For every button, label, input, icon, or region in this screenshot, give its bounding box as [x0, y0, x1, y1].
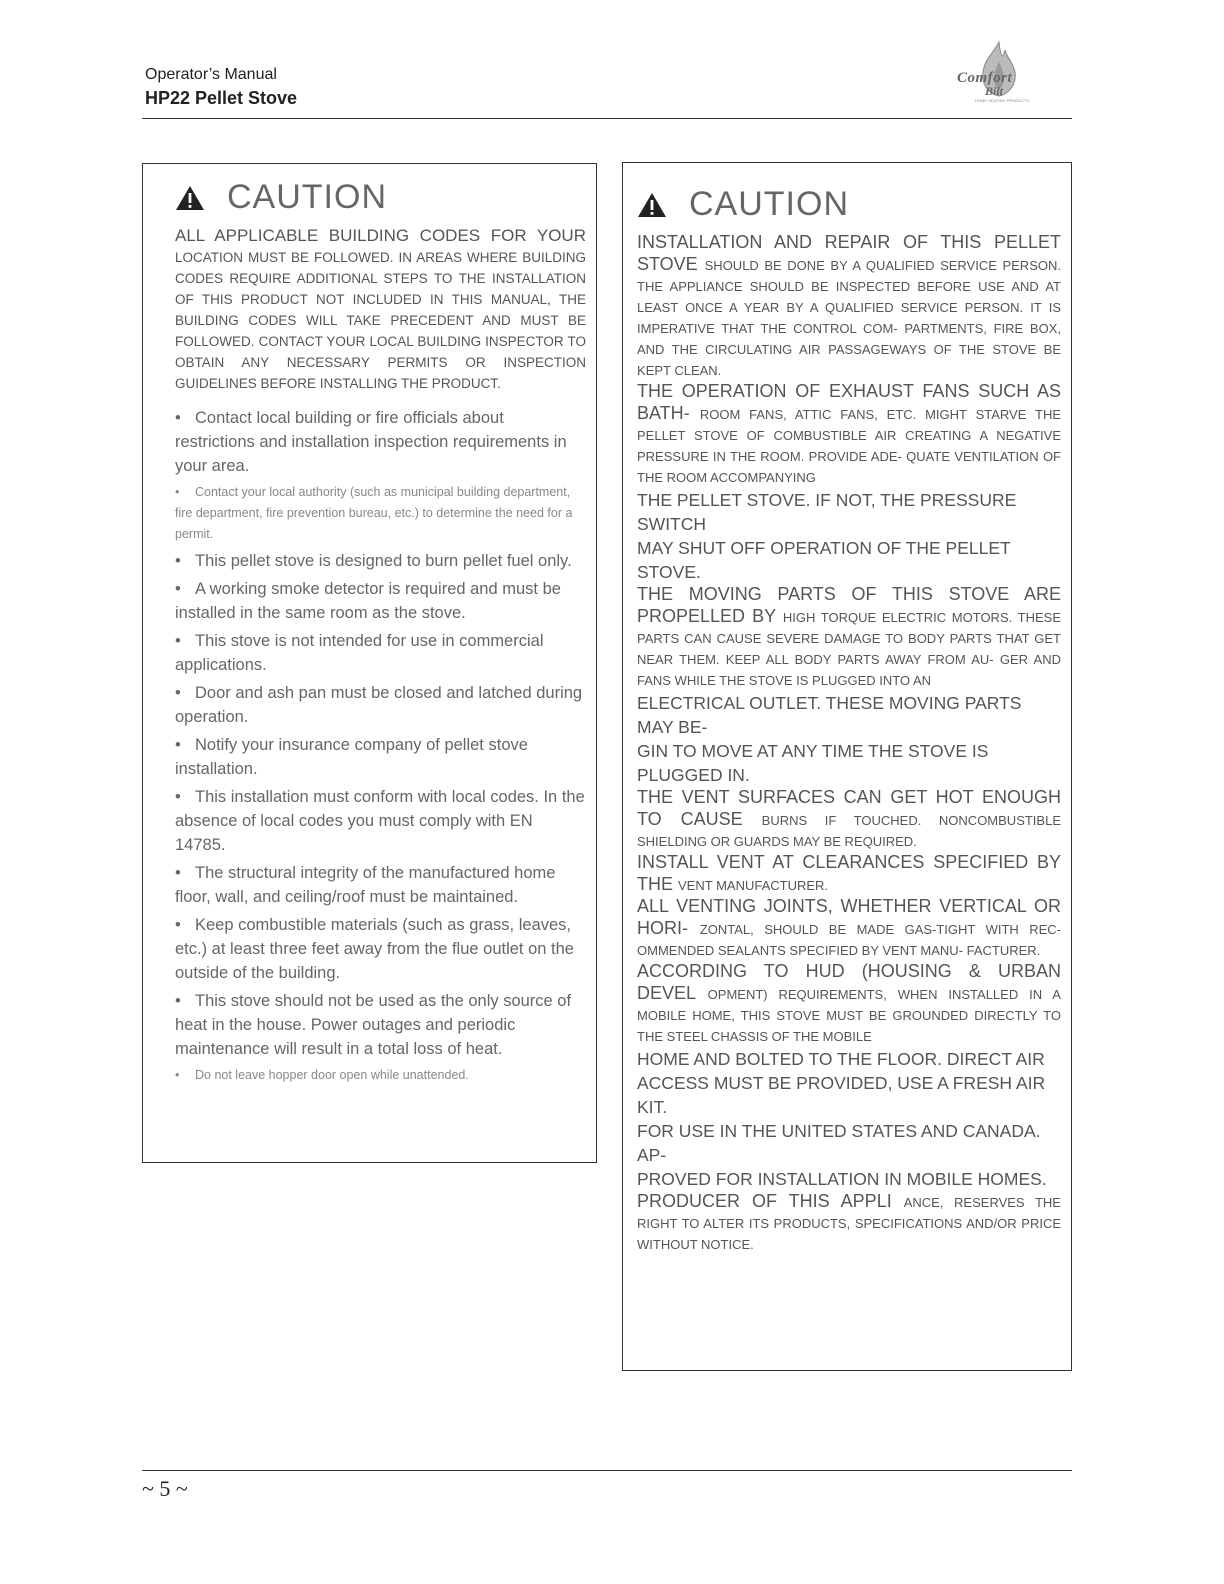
safety-bullet-item: [175, 861, 586, 909]
bullet-dot-icon: •: [175, 580, 181, 598]
paragraph-text: ROOM FANS, ATTIC FANS, ETC. MIGHT STARVE THE PELLET STOVE OF COMBUSTIBLE AIR CREATING A NEGATIVE PRESSURE IN THE ROOM. PROVIDE ADE- QUATE VENTILATION OF THE ROOM ACCOMPANYING: [637, 407, 1061, 485]
bullet-dot-icon: •: [175, 788, 181, 806]
caution-paragraph: [637, 739, 1061, 787]
paragraph-text: HIGH TORQUE ELECTRIC MOTORS. THESE PARTS CAN CAUSE SEVERE DAMAGE TO BODY PARTS THAT GET NEAR THEM. KEEP ALL BODY PARTS AWAY FROM AU- GER AND FANS WHILE THE STOVE IS PLUGGED INTO AN: [637, 610, 1062, 688]
bullet-text: Contact your local authority (such as municipal building department, fire department, fire prevention bureau, etc.) to determine the need for a permit.: [175, 485, 573, 541]
bullet-dot-icon: •: [175, 1068, 180, 1082]
caution-paragraphs: [637, 232, 1061, 1255]
safety-bullet-list: [175, 406, 586, 1086]
bullet-text: A working smoke detector is required and must be installed in the same room as the stove.: [175, 580, 561, 622]
caution-paragraph: [637, 381, 1061, 488]
bullet-dot-icon: •: [175, 684, 181, 702]
bullet-dot-icon: •: [175, 992, 181, 1010]
paragraph-text: ELECTRICAL OUTLET. THESE MOVING PARTS MAY BE-: [637, 693, 1022, 737]
building-codes-notice: [175, 225, 586, 394]
caution-paragraph: [637, 961, 1061, 1047]
caution-paragraph: [637, 896, 1061, 961]
safety-bullet-item: [175, 629, 586, 677]
paragraph-lead: INSTALL VENT AT CLEARANCES SPECIFIED BY THE: [637, 852, 1061, 894]
safety-bullet-item: [175, 577, 586, 625]
document-header: [145, 66, 297, 109]
bullet-text: This stove should not be used as the only source of heat in the house. Power outages and periodic maintenance will result in a total loss of heat.: [175, 992, 572, 1058]
bullet-text: This stove is not intended for use in commercial applications.: [175, 632, 544, 674]
header-divider: [142, 118, 1072, 119]
bullet-text: Keep combustible materials (such as grass, leaves, etc.) at least three feet away from the flue outlet on the outside of the building.: [175, 916, 574, 982]
warning-triangle-icon: [175, 185, 205, 211]
paragraph-lead: INSTALLATION AND REPAIR OF THIS PELLET STOVE: [637, 232, 1061, 274]
logo-wordmark-2: Bilt: [985, 84, 1004, 98]
caution-paragraph: [637, 536, 1061, 584]
caution-paragraph: [637, 691, 1061, 739]
paragraph-text: THE PELLET STOVE. IF NOT, THE PRESSURE SWITCH: [637, 490, 1017, 534]
safety-bullet-item: [175, 482, 586, 545]
caution-paragraph: [637, 232, 1061, 381]
paragraph-lead: ACCORDING TO HUD (HOUSING & URBAN DEVEL: [637, 961, 1061, 1003]
caution-paragraph: [637, 1047, 1061, 1119]
caution-title: CAUTION: [227, 178, 387, 216]
bullet-text: Notify your insurance company of pellet stove installation.: [175, 736, 528, 778]
paragraph-lead: ALL VENTING JOINTS, WHETHER VERTICAL OR HORI-: [637, 896, 1061, 938]
safety-bullet-item: [175, 733, 586, 781]
caution-paragraph: [637, 584, 1061, 691]
notice-body: LOCATION MUST BE FOLLOWED. IN AREAS WHERE BUILDING CODES REQUIRE ADDITIONAL STEPS TO THE INSTALLATION OF THIS PRODUCT NOT INCLUDED IN THIS MANUAL, THE BUILDING CODES WILL TAKE PRECEDENT AND MUST BE FOLLOWED. CONTACT YOUR LOCAL BUILDING INSPECTOR TO OBTAIN ANY NECESSARY PERMITS OR INSPECTION GUIDELINES BEFORE INSTALLING THE PRODUCT.: [175, 250, 586, 391]
caution-paragraph: [637, 852, 1061, 896]
safety-bullet-item: [175, 549, 586, 573]
caution-heading: [175, 178, 586, 217]
bullet-text: This installation must conform with local codes. In the absence of local codes you must comply with EN 14785.: [175, 788, 585, 854]
paragraph-text: SHOULD BE DONE BY A QUALIFIED SERVICE PERSON. THE APPLIANCE SHOULD BE INSPECTED BEFORE USE AND AT LEAST ONCE A YEAR BY A QUALIFIED SERVICE PERSON. IT IS IMPERATIVE THAT THE CONTROL COM- PARTMENTS, FIRE BOX, AND THE CIRCULATING AIR PASSAGEWAYS OF THE STOVE BE KEPT CLEAN.: [637, 258, 1061, 378]
safety-bullet-item: [175, 406, 586, 478]
safety-bullet-item: [175, 785, 586, 857]
bullet-text: Do not leave hopper door open while unattended.: [195, 1068, 469, 1082]
paragraph-lead: THE OPERATION OF EXHAUST FANS SUCH AS BATH-: [637, 381, 1061, 423]
caution-paragraph: [637, 1191, 1061, 1255]
bullet-text: Door and ash pan must be closed and latched during operation.: [175, 684, 583, 726]
bullet-dot-icon: •: [175, 485, 180, 499]
safety-bullet-item: [175, 1065, 586, 1086]
bullet-text: Contact local building or fire officials about restrictions and installation inspection requirements in your area.: [175, 409, 567, 475]
manual-label: Operator’s Manual: [145, 66, 277, 83]
bullet-dot-icon: •: [175, 552, 181, 570]
caution-paragraph: [637, 488, 1061, 536]
paragraph-text: MAY SHUT OFF OPERATION OF THE PELLET STOVE.: [637, 538, 1011, 582]
bullet-dot-icon: •: [175, 736, 181, 754]
bullet-text: This pellet stove is designed to burn pellet fuel only.: [195, 552, 572, 570]
bullet-dot-icon: •: [175, 409, 181, 427]
paragraph-text: ZONTAL, SHOULD BE MADE GAS-TIGHT WITH REC- OMMENDED SEALANTS SPECIFIED BY VENT MANU- FACTURER.: [637, 922, 1061, 958]
caution-title: CAUTION: [689, 185, 849, 223]
bullet-dot-icon: •: [175, 916, 181, 934]
bullet-dot-icon: •: [175, 864, 181, 882]
caution-paragraph: [637, 1119, 1061, 1167]
safety-bullet-item: [175, 681, 586, 729]
footer-divider: [142, 1470, 1072, 1471]
paragraph-lead: THE MOVING PARTS OF THIS STOVE ARE PROPELLED BY: [637, 584, 1061, 626]
safety-bullet-item: [175, 913, 586, 985]
paragraph-text: FOR USE IN THE UNITED STATES AND CANADA. AP-: [637, 1121, 1041, 1165]
caution-heading: [637, 185, 1061, 224]
bullet-text: The structural integrity of the manufactured home floor, wall, and ceiling/roof must be maintained.: [175, 864, 556, 906]
paragraph-text: ANCE, RESERVES THE RIGHT TO ALTER ITS PRODUCTS, SPECIFICATIONS AND/OR PRICE WITHOUT NOTICE.: [637, 1195, 1061, 1252]
caution-paragraph: [637, 787, 1061, 852]
caution-box-left: [142, 163, 597, 1163]
warning-triangle-icon: [637, 192, 667, 218]
caution-box-right: [622, 162, 1072, 1371]
paragraph-text: PROVED FOR INSTALLATION IN MOBILE HOMES.: [637, 1169, 1047, 1189]
bullet-dot-icon: •: [175, 632, 181, 650]
notice-lead: ALL APPLICABLE BUILDING CODES FOR YOUR: [175, 226, 586, 245]
paragraph-lead: PRODUCER OF THIS APPLI: [637, 1191, 904, 1211]
paragraph-text: GIN TO MOVE AT ANY TIME THE STOVE IS PLUGGED IN.: [637, 741, 989, 785]
page-number: ~ 5 ~: [142, 1476, 188, 1501]
logo-wordmark: Comfort: [957, 70, 1013, 86]
caution-paragraph: [637, 1167, 1061, 1191]
paragraph-text: BURNS IF TOUCHED. NONCOMBUSTIBLE SHIELDING OR GUARDS MAY BE REQUIRED.: [637, 813, 1061, 849]
product-title: HP22 Pellet Stove: [145, 88, 298, 108]
safety-bullet-item: [175, 989, 586, 1061]
paragraph-text: OPMENT) REQUIREMENTS, WHEN INSTALLED IN A MOBILE HOME, THIS STOVE MUST BE GROUNDED DIRECTLY TO THE STEEL CHASSIS OF THE MOBILE: [637, 987, 1061, 1044]
paragraph-text: VENT MANUFACTURER.: [678, 878, 829, 893]
paragraph-text: HOME AND BOLTED TO THE FLOOR. DIRECT AIR ACCESS MUST BE PROVIDED, USE A FRESH AIR KIT.: [637, 1049, 1046, 1117]
logo-tagline: HOME HEATING PRODUCTS: [975, 98, 1030, 103]
paragraph-lead: THE VENT SURFACES CAN GET HOT ENOUGH TO CAUSE: [637, 787, 1061, 829]
